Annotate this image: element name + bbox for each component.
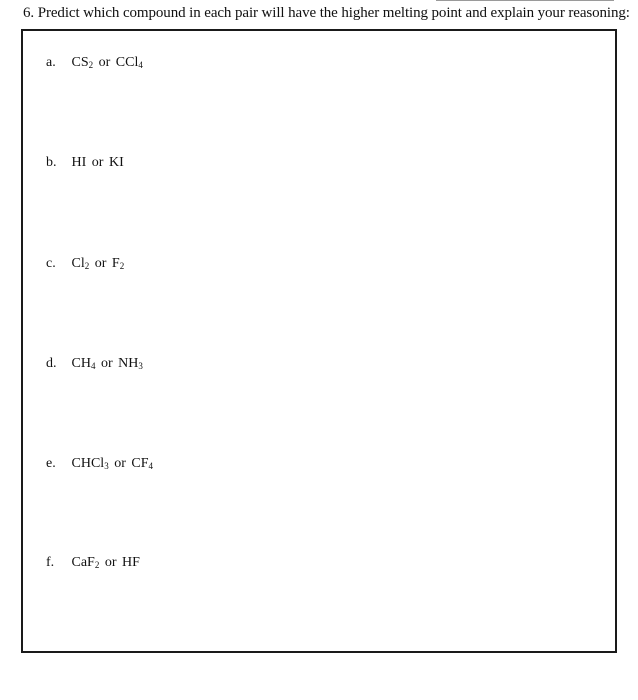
compound-1: $CH_4$: [71, 356, 96, 371]
compound-1: $CS_2$: [71, 55, 94, 70]
or-connector: or: [100, 356, 113, 371]
item-c: [46, 256, 124, 272]
compound-1: CaF$_2$: [71, 555, 100, 570]
compound-2: $F_2$: [111, 256, 125, 271]
item-letter: b.: [46, 155, 57, 170]
item-letter: e.: [46, 456, 56, 471]
answer-box[interactable]: [21, 29, 617, 653]
item-e: [46, 456, 153, 472]
item-letter: a.: [46, 55, 56, 70]
top-divider-line: [436, 0, 614, 1]
or-connector: or: [98, 55, 111, 70]
or-connector: or: [94, 256, 107, 271]
item-letter: f.: [46, 555, 55, 570]
compound-1: CHCl$_3$: [71, 456, 109, 471]
or-connector: or: [114, 456, 126, 471]
item-a: [46, 55, 143, 71]
compound-2: CCl$_4$: [115, 55, 143, 70]
compound-2: $NH_3$: [118, 356, 143, 371]
item-letter: c.: [46, 256, 56, 271]
question-heading: [23, 5, 630, 22]
item-letter: d.: [46, 356, 57, 371]
compound-2: HF: [122, 555, 140, 570]
compound-1: $Cl_2$: [71, 256, 90, 271]
compound-2: $CF_4$: [131, 456, 153, 471]
item-f: [46, 555, 140, 571]
item-d: [46, 356, 143, 372]
question-text: Predict which compound in each pair will have the higher melting point and explain your reasoning:: [37, 5, 630, 21]
item-b: [46, 155, 124, 171]
compound-2: KI: [108, 155, 124, 170]
or-connector: or: [104, 555, 117, 570]
compound-1: HI: [71, 155, 87, 170]
or-connector: or: [91, 155, 104, 170]
question-number: 6.: [23, 5, 35, 21]
